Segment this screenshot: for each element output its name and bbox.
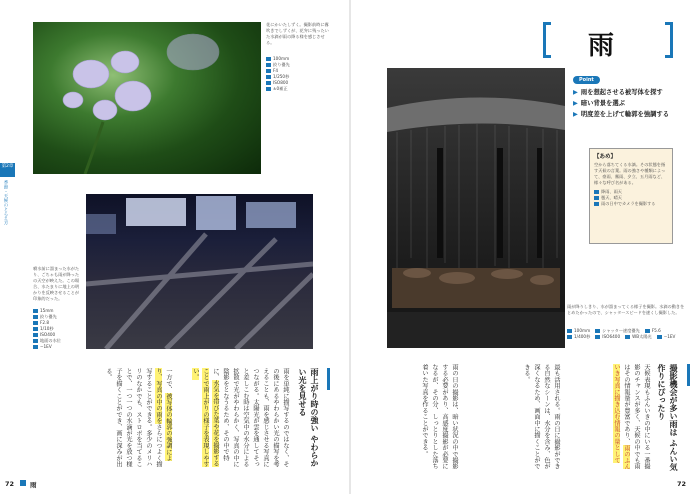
rain-photo-caption: 雨が降りしきり、水が溜まってくる様子を撮影。水滴の動きをとめたかったので、シャッタースピードを速くし撮影した。 [567, 304, 685, 315]
title-bracket-left [543, 22, 551, 58]
left-page [0, 0, 349, 494]
title-bracket-right [665, 22, 673, 58]
rain-box-title: 【あめ】 [594, 154, 617, 160]
rain-box-text: 空から落ちてくる水滴。その状態を指す天候の言葉。雨の強さや種類によって、豪雨、霧雨、夕立、五月雨など、様々な呼び名がある。 [594, 162, 666, 185]
left-running-head: 雨 [30, 481, 37, 489]
arrow-icon: ▶ [573, 111, 578, 118]
chapter-title: 季節・天候のとらえ方 [3, 180, 8, 225]
running-head-marker [20, 480, 26, 486]
left-heading: 雨上がり時の強い やわらかい光を見せる [298, 368, 319, 467]
camera-icon [594, 202, 599, 206]
rain-eaves-photo [387, 68, 565, 348]
right-heading: 撮影機会が多い雨は ふんい気作りにぴったり [657, 364, 678, 471]
aperture-icon [33, 321, 38, 325]
photo1-specs: 100mm 絞り優先 F4 1/250秒 ISO800 ±0補正 [266, 56, 332, 92]
chapter-number-tab: 第2章 [0, 163, 15, 177]
left-body-text-2: 一方で、被写体の輪郭の強調により、写真の中の雨をさらにつよく描写することができる。多少のメリハリのなかでも、ストロボを当てることで、一つ一つの水滴が光を放つ様子を描くことができ、画に深みが出る。 [105, 368, 172, 468]
ev-icon [266, 87, 271, 91]
mode-icon [595, 329, 600, 333]
point-label: Point [573, 76, 600, 84]
rain-box-list: 降雨、雨天 曇天、晴天 雨の日中でカメラを撮影する [594, 189, 668, 207]
title-block [543, 22, 673, 61]
hydrangea-photo [33, 22, 261, 174]
right-body-text-1: 天候表現もふんいきの中にいる一番撮影のチャンスが多く、天候の中でも雨はその情報量が豊富であり、雨のふんいき写真に描き込む情報の量として [613, 364, 650, 470]
shutter-icon [266, 75, 271, 79]
shutter-icon [33, 327, 38, 331]
wb-icon [33, 339, 38, 343]
page-title: 雨 [588, 31, 615, 61]
heading-bar [687, 364, 690, 386]
arrow-icon: ▶ [573, 89, 578, 96]
point-item: ▶ 明度差を上げて輪郭を強調する [573, 111, 669, 118]
point-box [573, 66, 685, 119]
iso-icon [266, 81, 271, 85]
photo2-caption: 噴水前に溜まった水がたり、ごちゃも雨が降ったの天空が映えた。この場合、水たまりに地上の明かりを反映させることが印象的だった。 [33, 266, 80, 301]
mode-icon [266, 63, 271, 67]
right-page-number: 72 [677, 480, 687, 488]
ev-icon [657, 335, 662, 339]
photo1-caption: 花にかいたしずく。撮影前時に霧吹きでしずくが、花弁に残ったいた水滴が雨の降る様を感じさせる。 [266, 22, 329, 45]
right-body-text-2: 最も活用される。雨の日に撮影ができる自然なシーンは、水分を含み、色が深くなるため、画面中に描くことができる。 [523, 364, 560, 470]
right-body-text-3: 雨の日の撮影は、暗い状況の中で撮影する必要があり、高感度撮影が必要になるが、その分、しっとりとした落ち着いた写真を作ることができる。 [421, 364, 458, 470]
mode-icon [33, 315, 38, 319]
aperture-icon [645, 329, 650, 333]
cloud-icon [594, 196, 599, 200]
point-item: ▶ 雨を想起させる被写体を探す [573, 89, 663, 96]
photo2-specs: 15mm 絞り優先 F2.8 1/10秒 ISO400 地面の水位 −1EV [33, 308, 81, 350]
lens-icon [266, 57, 271, 61]
left-page-number: 72 [5, 480, 15, 488]
heading-bar [327, 368, 330, 390]
rain-definition-box [589, 148, 673, 244]
left-body-text-1: 雨を単純に描写するのではなく、その後にあるやわらかい光の描写を考えることも、雨を感じさせる写真につながる。太陽光が雲を通してそっと差しこむ時は空気中の水分による拡散で光がやわらかく、写真の中に陰影をとなうるため、その中で特に、水気を帯びた葉や花を撮影することで雨上がりの様子を表現しやすい。 [192, 368, 289, 468]
iso-icon [595, 335, 600, 339]
rain-icon [594, 190, 599, 194]
shutter-icon [567, 335, 572, 339]
arrow-icon: ▶ [573, 100, 578, 107]
ev-icon [33, 345, 38, 349]
wb-icon [625, 335, 630, 339]
night-plaza-photo [86, 194, 313, 349]
iso-icon [33, 333, 38, 337]
aperture-icon [266, 69, 271, 73]
point-item: ▶ 暗い背景を選ぶ [573, 100, 625, 107]
rain-photo-specs: 100mm シャッター速度優先 F5.6 1/400秒 ISO6400 WB太陽光 −1EV [567, 328, 685, 340]
lens-icon [567, 329, 572, 333]
lens-icon [33, 309, 38, 313]
right-page [351, 0, 700, 494]
